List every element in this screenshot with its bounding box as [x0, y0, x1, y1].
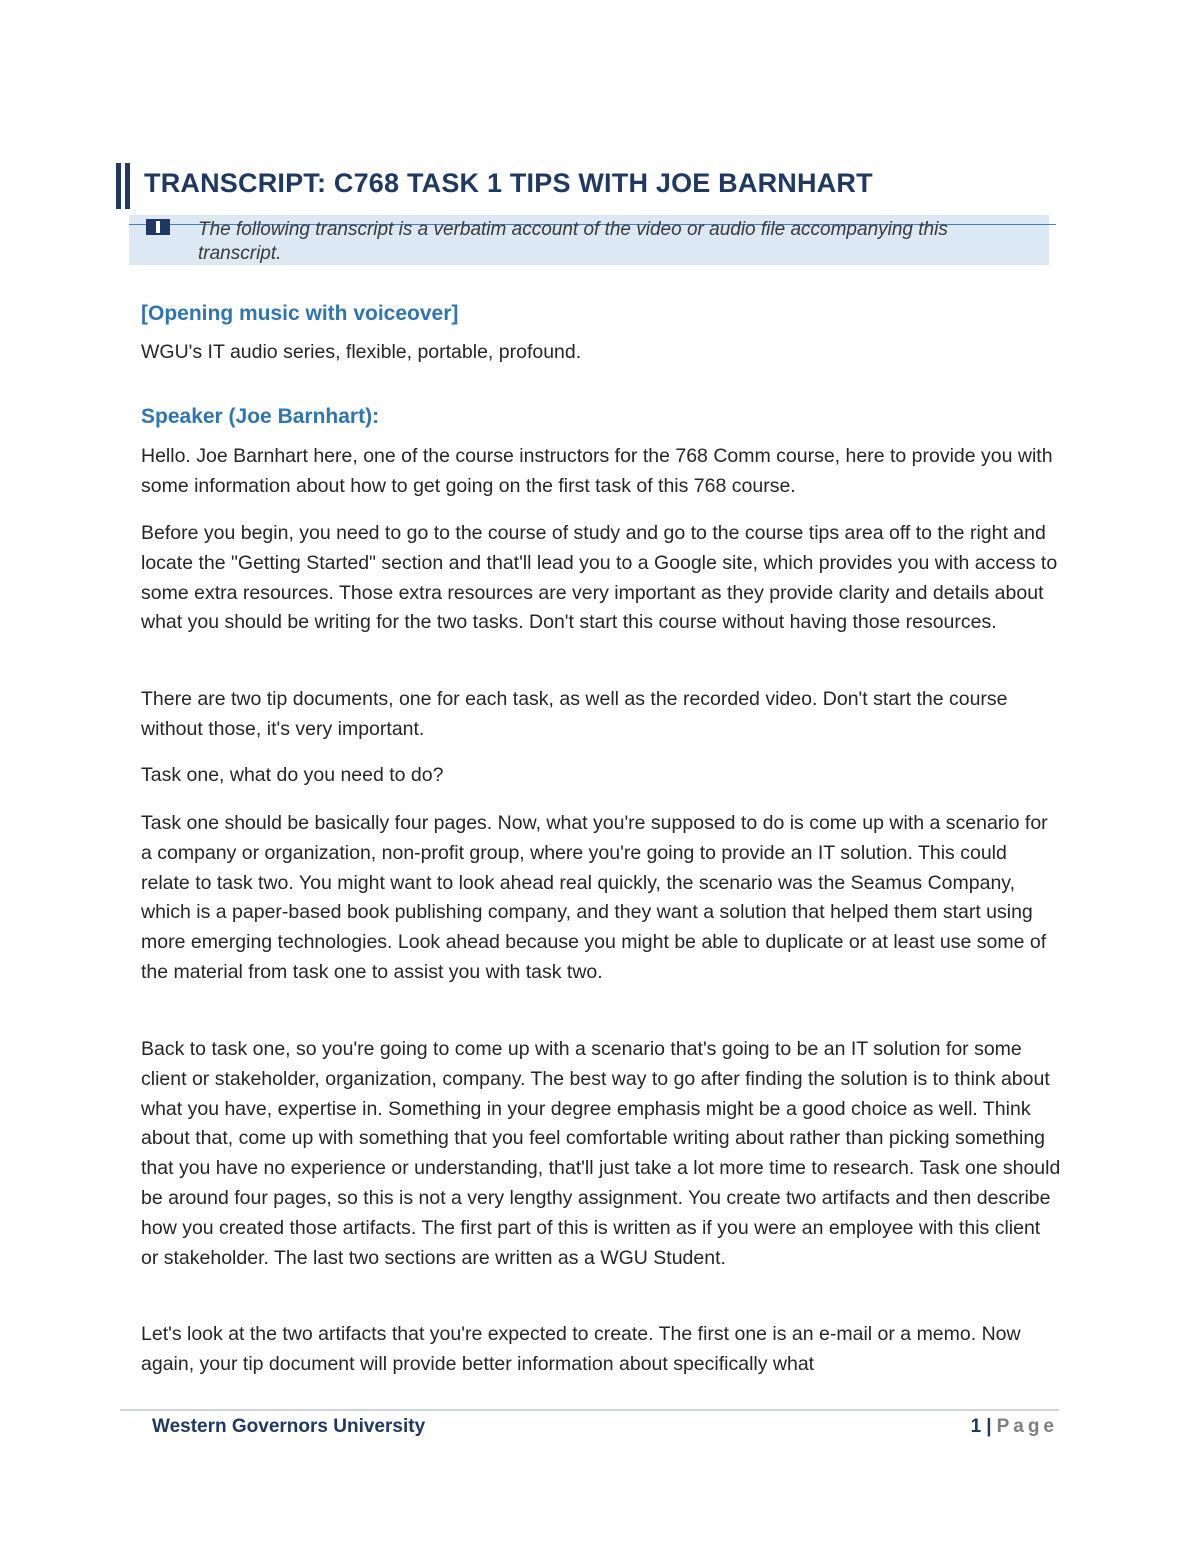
page-number: 1: [970, 1416, 982, 1437]
info-icon: [146, 219, 170, 235]
info-icon-stem: [156, 221, 160, 233]
transcript-note: The following transcript is a verbatim account of the video or audio file accompanying this transcript.: [198, 219, 948, 264]
section-heading-speaker: Speaker (Joe Barnhart):: [141, 405, 380, 428]
footer-page-indicator: [971, 1416, 1058, 1438]
paragraph: Hello. Joe Barnhart here, one of the course instructors for the 768 Comm course, here to provide you with some information about how to get going on the first task of this 768 course.: [141, 445, 1053, 497]
page-label: Page: [996, 1416, 1058, 1437]
page-separator: |: [986, 1416, 992, 1437]
footer-divider: [120, 1409, 1059, 1411]
accent-bar-right: [125, 163, 130, 209]
paragraph: Task one, what do you need to do?: [141, 764, 444, 786]
paragraph: There are two tip documents, one for each task, as well as the recorded video. Don't start the course without those, it's very important.: [141, 688, 1008, 740]
title-accent-bars: [116, 163, 132, 209]
footer-organization: Western Governors University: [152, 1416, 426, 1437]
paragraph: Before you begin, you need to go to the course of study and go to the course tips area off to the right and locate the "Getting Started" section and that'll lead you to a Google site, which provides you with access to some extra resources. Those extra resources are very important as they provide clarity and details about what you should be writing for the two tasks. Don't start this course without having those resources.: [141, 522, 1058, 634]
accent-bar-left: [116, 163, 121, 209]
paragraph: Back to task one, so you're going to come up with a scenario that's going to be an IT solution for some client or stakeholder, organization, company. The best way to go after finding the solution is to think about what you have, expertise in. Something in your degree emphasis might be a good choice as well. Think about that, come up with something that you feel comfortable writing about rather than picking something that you have no experience or understanding, that'll just take a lot more time to research. Task one should be around four pages, so this is not a very lengthy assignment. You create two artifacts and then describe how you created those artifacts. The first part of this is written as if you were an employee with this client or stakeholder. The last two sections are written as a WGU Student.: [141, 1038, 1061, 1269]
section-heading-opening-music: [Opening music with voiceover]: [141, 302, 459, 325]
paragraph: Let's look at the two artifacts that you're expected to create. The first one is an e-mail or a memo. Now again, your tip document will provide better information about specifically what: [141, 1323, 1021, 1375]
document-title: TRANSCRIPT: C768 TASK 1 TIPS WITH JOE BARNHART: [144, 168, 873, 198]
paragraph: Task one should be basically four pages. Now, what you're supposed to do is come up with a scenario for a company or organization, non-profit group, where you're going to provide an IT solution. This could relate to task two. You might want to look ahead real quickly, the scenario was the Seamus Company, which is a paper-based book publishing company, and they want a solution that helped them start using more emerging technologies. Look ahead because you might be able to duplicate or at least use some of the material from task one to assist you with task two.: [141, 812, 1048, 983]
paragraph: WGU's IT audio series, flexible, portable, profound.: [141, 341, 582, 363]
